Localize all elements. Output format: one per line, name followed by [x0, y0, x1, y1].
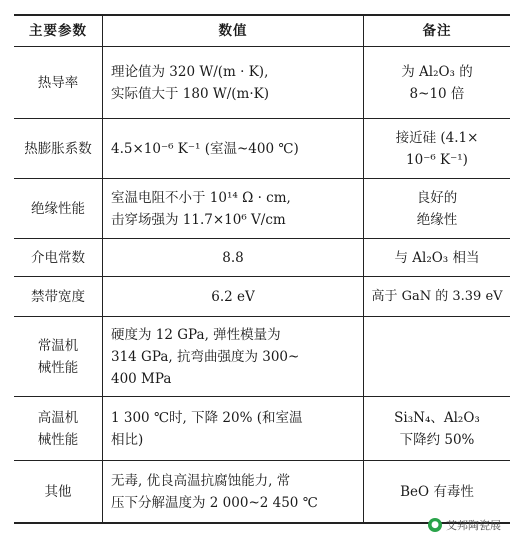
- note-cell: 良好的 绝缘性: [416, 189, 458, 228]
- param-cell: 绝缘性能: [31, 200, 85, 217]
- header-param: 主要参数: [29, 23, 87, 39]
- watermark-text: 艾邦陶瓷展: [446, 519, 501, 532]
- param-cell: 其他: [44, 483, 72, 500]
- param-cell: 热导率: [37, 74, 79, 91]
- value-cell: 理论值为 320 W/(m · K), 实际值大于 180 W/(m·K): [111, 63, 269, 102]
- param-cell: 介电常数: [31, 249, 85, 266]
- value-cell: 4.5×10⁻⁶ K⁻¹ (室温~400 ℃): [111, 140, 299, 157]
- param-cell: 常温机 械性能: [37, 337, 79, 376]
- note-cell: 接近硅 (4.1× 10⁻⁶ K⁻¹): [395, 129, 479, 168]
- value-cell: 1 300 ℃时, 下降 20% (和室温 相比): [111, 409, 303, 448]
- note-cell: Si₃N₄、Al₂O₃ 下降约 50%: [394, 409, 480, 448]
- note-cell: 为 Al₂O₃ 的 8~10 倍: [401, 63, 473, 102]
- param-cell: 禁带宽度: [31, 288, 85, 305]
- value-cell: 6.2 eV: [211, 288, 255, 305]
- param-cell: 高温机 械性能: [37, 409, 79, 448]
- note-cell: 高于 GaN 的 3.39 eV: [371, 288, 503, 304]
- note-cell: BeO 有毒性: [400, 483, 474, 500]
- note-cell: [364, 317, 510, 396]
- value-cell: 室温电阻不小于 10¹⁴ Ω · cm, 击穿场强为 11.7×10⁶ V/cm: [111, 189, 291, 228]
- value-cell: 无毒, 优良高温抗腐蚀能力, 常 压下分解温度为 2 000~2 450 ℃: [111, 472, 318, 511]
- header-note: 备注: [422, 23, 452, 39]
- parameter-table: [14, 14, 510, 524]
- value-cell: 硬度为 12 GPa, 弹性模量为 314 GPa, 抗弯曲强度为 300~ 400 MPa: [111, 326, 300, 387]
- header-value: 数值: [218, 23, 248, 39]
- value-cell: 8.8: [222, 249, 244, 266]
- note-cell: 与 Al₂O₃ 相当: [394, 249, 480, 266]
- param-cell: 热膨胀系数: [24, 140, 92, 157]
- wechat-icon: ●: [428, 518, 442, 532]
- watermark: [428, 517, 501, 533]
